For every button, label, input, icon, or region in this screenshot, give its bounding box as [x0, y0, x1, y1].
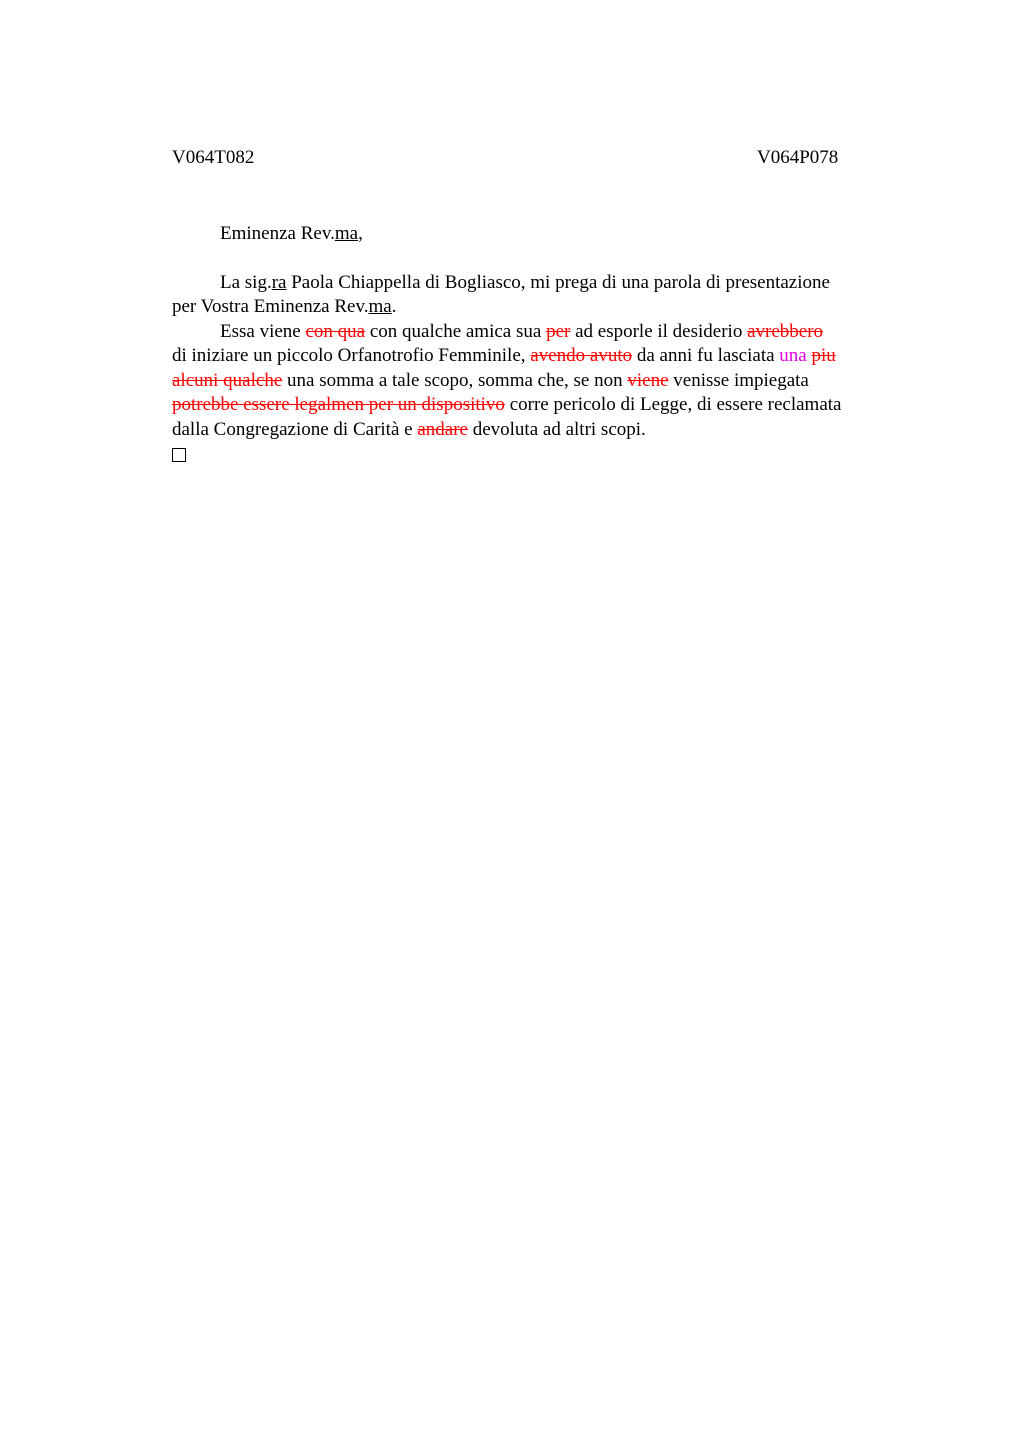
paragraph-2-line-4	[172, 393, 902, 418]
deleted-text: per	[546, 320, 571, 342]
document-code-left: V064T082	[172, 147, 255, 168]
text-run: Essa viene	[220, 320, 306, 342]
text-run: con qualche amica sua	[365, 320, 547, 342]
text-run: da anni fu lasciata	[632, 345, 780, 366]
paragraph-1-line-2	[172, 295, 902, 320]
paragraph-2-line-5	[172, 418, 902, 443]
salutation-text: Eminenza Rev.	[220, 223, 335, 244]
deleted-text: potrebbe essere legalmen per un dispositivo	[172, 394, 505, 415]
paragraph-2-line-2	[172, 344, 902, 369]
text-run: venisse impiegata	[668, 369, 809, 391]
square-marker-icon	[172, 448, 186, 462]
deleted-text: piu	[811, 345, 836, 366]
end-marker	[172, 442, 902, 470]
deleted-text: andare	[417, 418, 468, 440]
abbrev-underlined: ma	[368, 296, 392, 317]
letter-body	[172, 222, 902, 470]
text-run: Paola Chiappella di Bogliasco, mi prega di una parola di presentazione	[286, 271, 830, 293]
text-run: devoluta ad altri scopi.	[467, 418, 646, 440]
text-run: ad esporle il desiderio	[570, 320, 748, 342]
deleted-text: viene	[627, 369, 669, 391]
paragraph-2-line-1	[172, 320, 902, 345]
text-run: dalla Congregazione di Carità e	[172, 418, 418, 440]
deleted-text: avrebbero	[747, 320, 824, 342]
text-run: corre pericolo di Legge, di essere reclamata	[504, 394, 842, 415]
abbrev-underlined: ra	[271, 271, 287, 293]
paragraph-1-line-1	[172, 271, 902, 296]
text-run: La sig.	[220, 271, 272, 293]
paragraph-1	[172, 271, 902, 320]
paragraph-2-line-3	[172, 369, 902, 394]
text-run: .	[391, 296, 397, 317]
paragraph-2	[172, 320, 902, 443]
document-code-right: V064P078	[757, 147, 839, 168]
deleted-text: alcuni qualche	[172, 369, 283, 391]
deleted-text: con qua	[305, 320, 366, 342]
inserted-text: una	[779, 345, 807, 366]
text-run: una somma a tale scopo, somma che, se non	[282, 369, 628, 391]
salutation-punct: ,	[358, 223, 363, 244]
deleted-text: avendo avuto	[530, 345, 633, 366]
salutation	[172, 222, 902, 247]
text-run: di iniziare un piccolo Orfanotrofio Femminile,	[172, 345, 531, 366]
salutation-abbrev: ma	[334, 223, 359, 244]
text-run: per Vostra Eminenza Rev.	[172, 296, 369, 317]
